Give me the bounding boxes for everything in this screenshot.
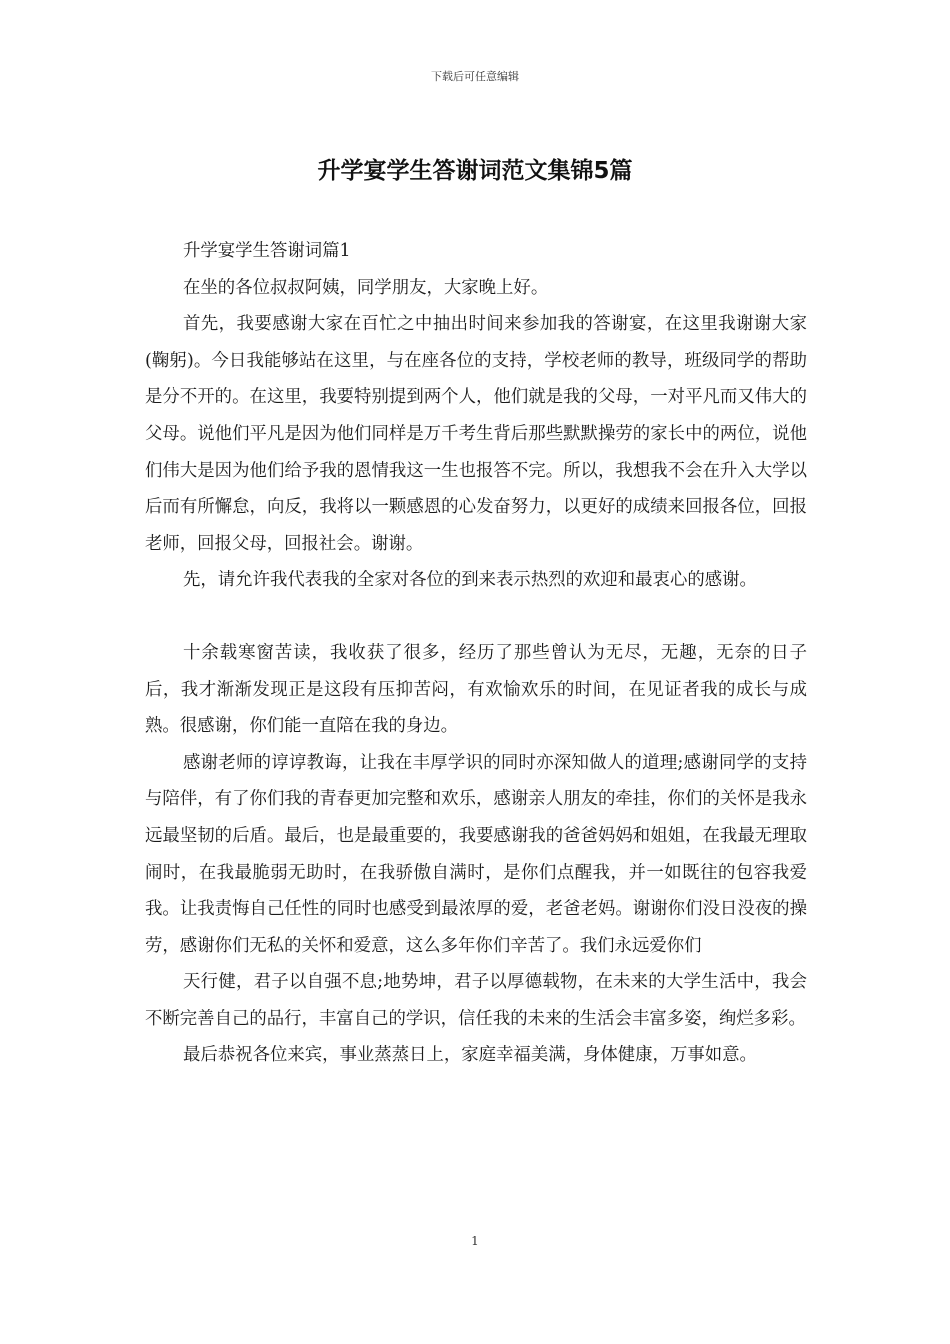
paragraph: 天行健，君子以自强不息;地势坤，君子以厚德载物，在未来的大学生活中，我会不断完善自己的品行，丰富自己的学识，信任我的未来的生活会丰富多姿，绚烂多彩。 bbox=[145, 972, 807, 1029]
paragraph: 最后恭祝各位来宾，事业蒸蒸日上，家庭幸福美满，身体健康，万事如意。 bbox=[183, 1045, 757, 1066]
paragraph: 感谢老师的谆谆教诲，让我在丰厚学识的同时亦深知做人的道理;感谢同学的支持与陪伴，有了你们我的青春更加完整和欢乐，感谢亲人朋友的牵挂，你们的关怀是我永远最坚韧的后盾。最后，也是最重要的，我要感谢我的爸爸妈妈和姐姐，在我最无理取闹时，在我最脆弱无助时，在我骄傲自满时，是你们点醒我，并一如既往的包容我爱我。让我责悔自己任性的同时也感受到最浓厚的爱，老爸老妈。谢谢你们没日没夜的操劳，感谢你们无私的关怀和爱意，这么多年你们辛苦了。我们永远爱你们 bbox=[145, 752, 807, 956]
document-body bbox=[145, 233, 807, 1074]
document-title: 升学宴学生答谢词范文集锦5篇 bbox=[317, 158, 633, 184]
paragraph: 十余载寒窗苦读，我收获了很多，经历了那些曾认为无尽，无趣，无奈的日子后，我才渐渐发现正是这段有压抑苦闷，有欢愉欢乐的时间，在见证者我的成长与成熟。很感谢，你们能一直陪在我的身边。 bbox=[145, 642, 807, 737]
page-number: 1 bbox=[471, 1234, 479, 1248]
paragraph: 先，请允许我代表我的全家对各位的到来表示热烈的欢迎和最衷心的感谢。 bbox=[183, 570, 757, 591]
section-heading: 升学宴学生答谢词篇1 bbox=[183, 241, 351, 261]
paragraph: 首先，我要感谢大家在百忙之中抽出时间来参加我的答谢宴，在这里我谢谢大家(鞠躬)。今日我能够站在这里，与在座各位的支持，学校老师的教导，班级同学的帮助是分不开的。在这里，我要特别提到两个人，他们就是我的父母，一对平凡而又伟大的父母。说他们平凡是因为他们同样是万千考生背后那些默默操劳的家长中的两位，说他们伟大是因为他们给予我的恩情我这一生也报答不完。所以，我想我不会在升入大学以后而有所懈怠，向反，我将以一颗感恩的心发奋努力，以更好的成绩来回报各位，回报老师，回报父母，回报社会。谢谢。 bbox=[145, 314, 807, 554]
paragraph: 在坐的各位叔叔阿姨，同学朋友，大家晚上好。 bbox=[183, 277, 549, 298]
header-note: 下载后可任意编辑 bbox=[431, 70, 519, 83]
